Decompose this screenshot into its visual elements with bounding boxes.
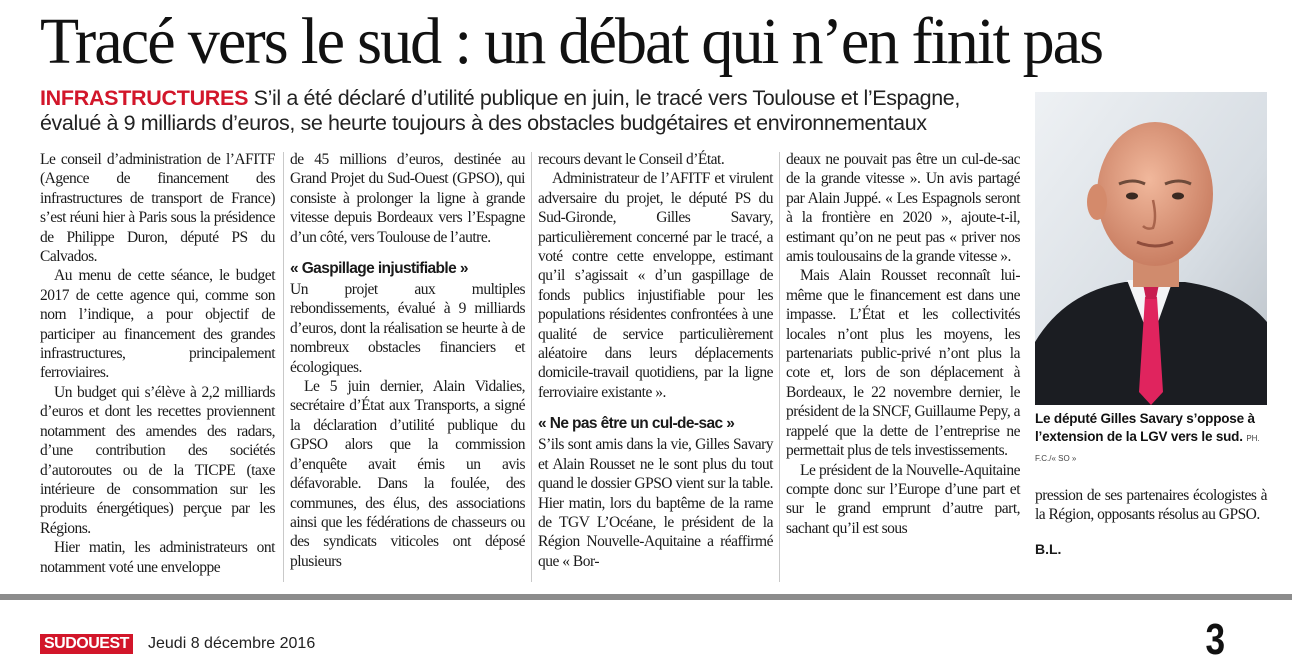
article-column-1	[40, 150, 275, 577]
caption-text: Le député Gilles Savary s’oppose à l’extension de la LGV vers le sud.	[1035, 411, 1255, 444]
paragraph: recours devant le Conseil d’État.	[538, 151, 725, 168]
paragraph: Mais Alain Rousset reconnaît lui-même que le financement est dans une impasse. L’État et les collectivités locales n’ont plus les moyens, les partenariats public-privé n’ont plus la cote et, lors de son déplacement à Bordeaux, le 22 novembre dernier, le président de la SNCF, Guillaume Pepy, a rappelé que la dette de l’entreprise ne permettait plus de tels investissements.	[786, 267, 1020, 460]
deck	[40, 86, 1025, 136]
paragraph: S’ils sont amis dans la vie, Gilles Savary et Alain Rousset ne le sont plus du tout quand le dossier GPSO vient sur la table. Hier matin, lors du baptême de la rame de TGV L’Océane, le président de la Région Nouvelle-Aquitaine a réaffirmé que « Bor-	[538, 436, 773, 570]
paragraph: pression de ses partenaires écologistes à la Région, opposants résolus au GPSO.	[1035, 487, 1267, 524]
portrait-illustration	[1035, 92, 1267, 405]
paragraph: Au menu de cette séance, le budget 2017 de cette agence qui, comme son nom l’indique, a pour objectif de participer au financement des grandes infrastructures, principalement ferroviaires.	[40, 267, 275, 382]
portrait-photo	[1035, 92, 1267, 405]
article-column-3	[538, 150, 773, 571]
paragraph: Administrateur de l’AFITF et virulent adversaire du projet, le député PS du Sud-Gironde, Gilles Savary, particulièrement concerné par le tracé, a voté contre cette enveloppe, estimant qu’il s’agissait « d’un gaspillage de fonds publics injustifiable pour les populations résidentes confrontées à une qualité de service particulièrement aléatoire dans leurs déplacements domicile-travail quotidiens, par la ligne ferroviaire existante ».	[538, 170, 773, 401]
paragraph: Le président de la Nouvelle-Aquitaine compte donc sur l’Europe d’une part et sur le grand emprunt d’autre part, sachant qu’il est sous	[786, 461, 1020, 537]
page-number: 3	[1205, 615, 1226, 664]
headline: Tracé vers le sud : un débat qui n’en finit pas	[40, 5, 1103, 78]
kicker: INFRASTRUCTURES	[40, 86, 249, 110]
byline: B.L.	[1035, 541, 1062, 557]
article-column-4	[786, 150, 1020, 538]
paragraph: Un projet aux multiples rebondissements, évalué à 9 milliards d’euros, dont la réalisation se heurte à de nombreux obstacles financiers et écologiques.	[290, 281, 525, 376]
publication-date: Jeudi 8 décembre 2016	[148, 635, 316, 652]
paragraph: Le 5 juin dernier, Alain Vidalies, secrétaire d’État aux Transports, a signé la déclaration d’utilité publique du GPSO alors que la commission d’enquête avait émis un avis défavorable. Dans la foulée, des communes, des élus, des associations ainsi que les fédérations de chasseurs ou des syndicats viticoles ont déposé plusieurs	[290, 378, 525, 570]
subhead: « Gaspillage injustifiable »	[290, 260, 468, 278]
paragraph: Le conseil d’administration de l’AFITF (Agence de financement des infrastructures de transport de France) s’est réuni hier à Paris sous la présidence de Philippe Duron, député PS du Calvados.	[40, 151, 275, 266]
footer-rule	[0, 594, 1292, 600]
subhead: « Ne pas être un cul-de-sac »	[538, 415, 735, 433]
column-rule	[779, 152, 780, 582]
column-rule	[283, 152, 284, 582]
photo-caption	[1035, 410, 1275, 468]
article-column-2	[290, 150, 525, 571]
paragraph: de 45 millions d’euros, destinée au Grand Projet du Sud-Ouest (GPSO), qui consiste à prolonger la ligne à grande vitesse depuis Bordeaux vers l’Espagne d’un côté, vers Toulouse de l’autre.	[290, 151, 525, 246]
paragraph: deaux ne pouvait pas être un cul-de-sac de la grande vitesse ». Un avis partagé par Alain Juppé. « Les Espagnols seront à la frontière en 2020 », ajoute-t-il, estimant qu’on ne peut pas « priver nos amis toulousains de la grande vitesse ».	[786, 151, 1020, 266]
publication-logo: SUDOUEST	[40, 634, 133, 654]
photo-credit: PH. F.C./« SO »	[1035, 434, 1260, 463]
article-continuation	[1035, 486, 1267, 525]
paragraph: Un budget qui s’élève à 2,2 milliards d’euros et dont les recettes proviennent notamment des amendes des radars, d’une contribution des sociétés d’autoroutes ou de la TICPE (taxe intérieure de consommation sur les produits énergétiques) perçue par les Régions.	[40, 383, 275, 537]
deck-text: S’il a été déclaré d’utilité publique en juin, le tracé vers Toulouse et l’Espagne, évalué à 9 milliards d’euros, se heurte toujours à des obstacles budgétaires et environnementaux	[40, 86, 960, 135]
column-rule	[531, 152, 532, 582]
paragraph: Hier matin, les administrateurs ont notamment voté une enveloppe	[40, 539, 275, 576]
